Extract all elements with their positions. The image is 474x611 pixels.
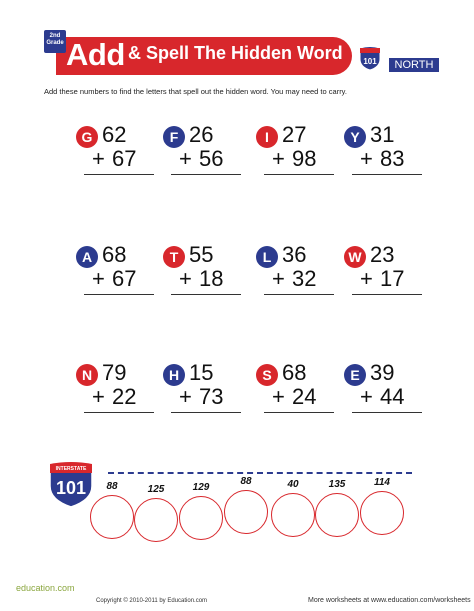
- answer-value: 40: [287, 479, 299, 490]
- problem-h: [163, 360, 253, 434]
- plus-sign: +: [272, 266, 285, 291]
- letter-badge: F: [163, 126, 185, 148]
- answer-circle[interactable]: [90, 495, 134, 539]
- letter-badge: S: [256, 364, 278, 386]
- shield-number: 101: [363, 57, 377, 66]
- answer-circle[interactable]: [179, 496, 223, 540]
- answer-value: 125: [147, 484, 165, 495]
- answer-circle[interactable]: [315, 493, 359, 537]
- plus-sign: +: [272, 146, 285, 171]
- direction-sign: NORTH: [389, 58, 439, 72]
- top-addend: 55: [189, 242, 214, 267]
- sum-line: [171, 294, 241, 295]
- sum-line: [352, 412, 422, 413]
- sum-line: [84, 294, 154, 295]
- top-addend: 68: [102, 242, 127, 267]
- letter-badge: N: [76, 364, 98, 386]
- answer-value: 129: [192, 482, 210, 493]
- problem-n: [76, 360, 166, 434]
- letter-badge: T: [163, 246, 185, 268]
- problem-a: [76, 242, 166, 316]
- plus-sign: +: [179, 384, 192, 409]
- answer-circle[interactable]: [360, 491, 404, 535]
- copyright: Copyright © 2010-2011 by Education.com: [96, 598, 208, 604]
- problem-t: [163, 242, 253, 316]
- top-addend: 27: [282, 122, 307, 147]
- plus-sign: +: [179, 146, 192, 171]
- letter-badge: H: [163, 364, 185, 386]
- plus-sign: +: [272, 384, 285, 409]
- sum-line: [264, 412, 334, 413]
- title-rest: & Spell The Hidden Word: [128, 43, 343, 63]
- plus-sign: +: [179, 266, 192, 291]
- sum-line: [264, 294, 334, 295]
- bottom-addend: 24: [292, 384, 317, 409]
- answer-circle[interactable]: [224, 490, 268, 534]
- answer-circle[interactable]: [271, 493, 315, 537]
- top-addend: 68: [282, 360, 307, 385]
- top-addend: 23: [370, 242, 395, 267]
- plus-sign: +: [92, 384, 105, 409]
- top-addend: 79: [102, 360, 127, 385]
- grade-label: Grade: [46, 40, 64, 46]
- bottom-addend: 56: [199, 146, 224, 171]
- letter-badge: W: [344, 246, 366, 268]
- bottom-addend: 44: [380, 384, 405, 409]
- grade-badge: [44, 30, 66, 53]
- sum-line: [264, 174, 334, 175]
- bottom-addend: 67: [112, 146, 137, 171]
- letter-badge: E: [344, 364, 366, 386]
- bottom-addend: 32: [292, 266, 317, 291]
- sum-line: [171, 174, 241, 175]
- grade-number: 2nd: [49, 33, 61, 39]
- bottom-addend: 83: [380, 146, 405, 171]
- sum-line: [84, 174, 154, 175]
- education-logo: education.com: [16, 583, 75, 593]
- top-addend: 39: [370, 360, 395, 385]
- top-addend: 15: [189, 360, 214, 385]
- top-addend: 36: [282, 242, 307, 267]
- answer-value: 114: [374, 477, 390, 488]
- problem-l: [256, 242, 346, 316]
- plus-sign: +: [360, 266, 373, 291]
- highway-shield-icon: [358, 45, 382, 71]
- interstate-shield-icon: [48, 460, 94, 508]
- letter-badge: Y: [344, 126, 366, 148]
- bottom-addend: 67: [112, 266, 137, 291]
- answer-circle[interactable]: [134, 498, 178, 542]
- top-addend: 26: [189, 122, 214, 147]
- problem-e: [344, 360, 434, 434]
- letter-badge: I: [256, 126, 278, 148]
- answer-value: 88: [106, 481, 118, 492]
- plus-sign: +: [92, 146, 105, 171]
- interstate-label: INTERSTATE: [55, 466, 87, 472]
- title-add: Add: [66, 37, 125, 72]
- problem-i: [256, 122, 346, 196]
- plus-sign: +: [360, 146, 373, 171]
- plus-sign: +: [92, 266, 105, 291]
- bottom-addend: 17: [380, 266, 405, 291]
- answer-value: 135: [328, 479, 346, 490]
- answer-value: 88: [240, 476, 252, 487]
- letter-badge: G: [76, 126, 98, 148]
- sum-line: [84, 412, 154, 413]
- bottom-addend: 18: [199, 266, 224, 291]
- problem-g: [76, 122, 166, 196]
- plus-sign: +: [360, 384, 373, 409]
- problem-f: [163, 122, 253, 196]
- bottom-addend: 98: [292, 146, 317, 171]
- hidden-word-line: [108, 472, 412, 474]
- problem-y: [344, 122, 434, 196]
- sum-line: [171, 412, 241, 413]
- problem-w: [344, 242, 434, 316]
- bottom-addend: 73: [199, 384, 224, 409]
- interstate-number: 101: [55, 478, 87, 498]
- letter-badge: L: [256, 246, 278, 268]
- more-worksheets: More worksheets at www.education.com/worksheets: [308, 597, 471, 604]
- sum-line: [352, 174, 422, 175]
- sum-line: [352, 294, 422, 295]
- top-addend: 62: [102, 122, 127, 147]
- instructions: Add these numbers to find the letters that spell out the hidden word. You may need to carry.: [44, 87, 347, 96]
- problem-s: [256, 360, 346, 434]
- bottom-addend: 22: [112, 384, 137, 409]
- letter-badge: A: [76, 246, 98, 268]
- top-addend: 31: [370, 122, 395, 147]
